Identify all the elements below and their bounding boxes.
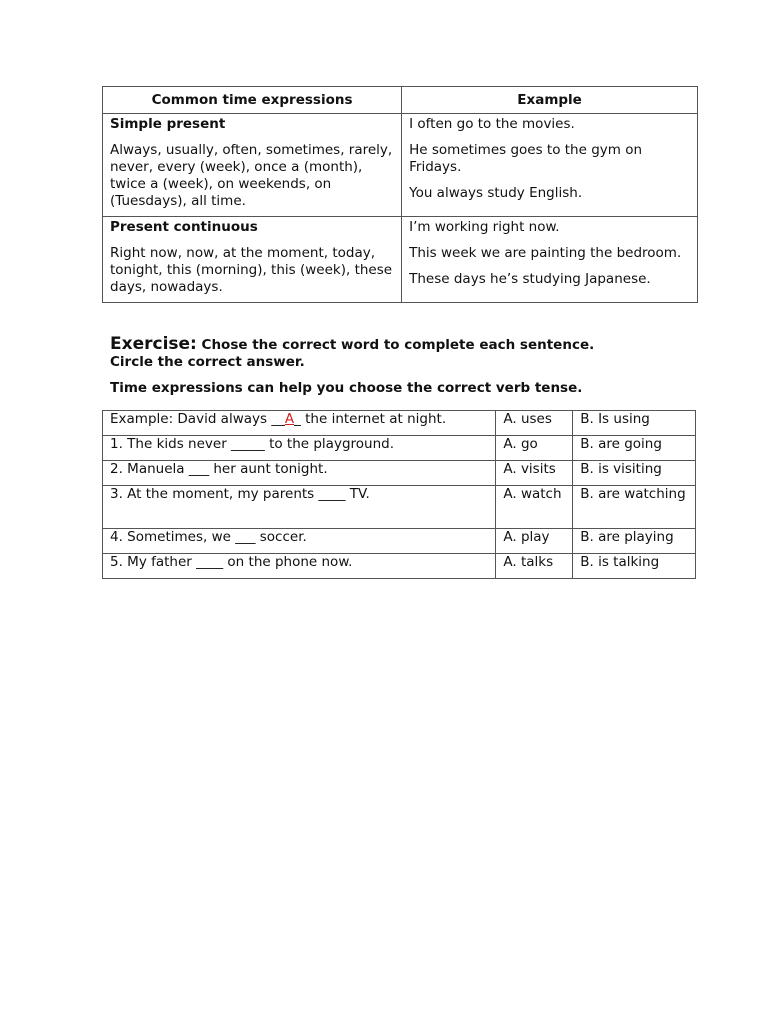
exercise-label: Exercise: <box>110 334 197 354</box>
question-sentence: 2. Manuela ___ her aunt tonight. <box>103 461 496 486</box>
question-row-2 <box>103 461 696 486</box>
option-a[interactable]: A. visits <box>496 461 573 486</box>
option-b[interactable]: B. is visiting <box>573 461 696 486</box>
header-example: Example <box>402 87 698 114</box>
example-sentence: He sometimes goes to the gym on Fridays. <box>409 142 643 175</box>
time-expressions-table <box>102 86 698 303</box>
option-b[interactable]: B. are playing <box>573 529 696 554</box>
examples-cell <box>402 217 698 303</box>
option-a[interactable]: A. play <box>496 529 573 554</box>
table-row-simple-present <box>103 114 698 217</box>
example-row <box>103 411 696 436</box>
option-a[interactable]: A. uses <box>496 411 573 436</box>
table-row-present-continuous <box>103 217 698 303</box>
example-sentence-cell <box>103 411 496 436</box>
exercise-table <box>102 410 696 579</box>
expressions-text: Always, usually, often, sometimes, rarely, never, every (week), once a (month), twice a (week), on weekends, on (Tuesdays), all time. <box>110 142 393 209</box>
question-row-1 <box>103 436 696 461</box>
example-sentence: These days he’s studying Japanese. <box>409 271 651 287</box>
tense-name: Simple present <box>110 116 226 132</box>
table-header-row <box>103 87 698 114</box>
question-row-4 <box>103 529 696 554</box>
example-sentence: This week we are painting the bedroom. <box>409 245 682 261</box>
question-row-5 <box>103 554 696 579</box>
question-sentence: 3. At the moment, my parents ____ TV. <box>103 486 496 529</box>
option-b[interactable]: B. is talking <box>573 554 696 579</box>
question-sentence: 4. Sometimes, we ___ soccer. <box>103 529 496 554</box>
option-a[interactable]: A. watch <box>496 486 573 529</box>
tense-name: Present continuous <box>110 219 258 235</box>
example-after: _ the internet at night. <box>294 411 447 427</box>
example-sentence: I often go to the movies. <box>409 116 575 132</box>
option-b[interactable]: B. are going <box>573 436 696 461</box>
exercise-instruction-circle: Circle the correct answer. <box>110 354 305 370</box>
option-b[interactable]: B. Is using <box>573 411 696 436</box>
question-row-3 <box>103 486 696 529</box>
example-sentence: You always study English. <box>409 185 583 201</box>
example-answer-mark: A <box>284 411 295 427</box>
exercise-instructions <box>110 336 690 397</box>
example-sentence: I’m working right now. <box>409 219 560 235</box>
expressions-cell <box>103 114 402 217</box>
example-before: Example: David always __ <box>110 411 285 427</box>
question-sentence: 1. The kids never _____ to the playground. <box>103 436 496 461</box>
expressions-text: Right now, now, at the moment, today, tonight, this (morning), this (week), these days, nowadays. <box>110 245 393 295</box>
exercise-instruction: Chose the correct word to complete each sentence. <box>196 337 595 353</box>
examples-cell <box>402 114 698 217</box>
exercise-hint: Time expressions can help you choose the correct verb tense. <box>110 380 583 396</box>
option-a[interactable]: A. talks <box>496 554 573 579</box>
expressions-cell <box>103 217 402 303</box>
option-b[interactable]: B. are watching <box>573 486 696 529</box>
option-a[interactable]: A. go <box>496 436 573 461</box>
question-sentence: 5. My father ____ on the phone now. <box>103 554 496 579</box>
header-common-time-expressions: Common time expressions <box>103 87 402 114</box>
